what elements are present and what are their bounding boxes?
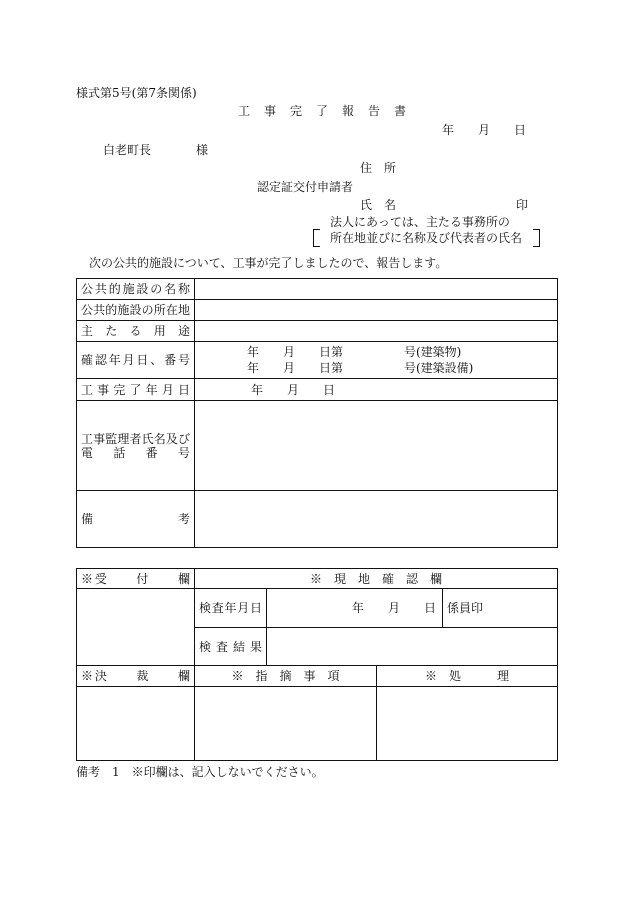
main-use-label: 主 た る 用 途 [77,321,195,342]
page-title: 工 事 完 了 報 告 書 [238,104,408,118]
report-table [76,278,558,548]
inspection-result-field[interactable] [267,628,558,666]
completion-date-label: 工事完了年月日 [77,379,195,401]
addressee: 白老町長 [103,143,152,157]
remarks-field[interactable] [195,491,558,548]
main-use-field[interactable] [195,321,558,342]
site-check-header: ※ 現 地 確 認 欄 [195,569,558,589]
points-header: ※ 指 摘 事 項 [195,666,377,687]
reception-header: ※受 付 欄 [77,569,195,589]
confirmation-label: 確認年月日、番号 [77,342,195,379]
intro-text: 次の公共的施設について、工事が完了しましたので、報告します。 [89,256,448,270]
facility-location-label: 公共的施設の所在地 [77,300,195,321]
date-line: 年 月 日 [442,123,527,137]
handling-header: ※ 処 理 [377,666,558,687]
footnote: 備考 1 ※印欄は、記入しないでください。 [76,765,324,779]
remarks-label: 備 考 [77,491,195,548]
applicant-label: 認定証交付申請者 [257,180,354,194]
facility-name-label: 公共的施設の名称 [77,279,195,300]
office-use-table [76,568,558,761]
reception-cell[interactable] [77,589,195,666]
facility-name-field[interactable] [195,279,558,300]
bracket-left [313,229,320,247]
name-label: 氏 名 [360,198,397,212]
inspection-date-field[interactable] [267,589,443,628]
decision-header: ※決 裁 欄 [77,666,195,687]
corporate-note-line1: 法人にあっては、主たる事務所の [330,215,510,229]
staff-seal-label: 係員印 [447,601,484,615]
completion-date-value: 年 月 日 [251,382,336,397]
confirmation-building-no: 号(建築物) [404,345,462,359]
bracket-right [533,229,540,247]
inspection-result-label: 検査結果 [195,628,267,666]
staff-seal-cell[interactable] [443,589,558,628]
corporate-note-line2: 所在地並びに名称及び代表者の氏名 [330,231,523,245]
inspection-date-label: 検査年月日 [195,589,267,628]
confirmation-equipment-date: 年 月 日第 [247,361,344,375]
supervisor-label-line2: 電 話 番 号 [81,445,190,460]
inspection-date-value: 年 月 日 [351,601,436,615]
supervisor-field[interactable] [195,401,558,491]
handling-cell[interactable] [377,687,558,761]
honorific: 様 [196,143,209,157]
supervisor-label [77,401,195,491]
seal-mark: 印 [516,198,529,212]
confirmation-field[interactable] [195,342,558,379]
form-number: 様式第5号(第7条関係) [76,86,197,100]
address-label: 住 所 [360,161,397,175]
confirmation-building-date: 年 月 日第 [247,345,344,359]
supervisor-label-line1: 工事監理者氏名及び [81,431,190,446]
completion-date-field[interactable] [195,379,558,401]
points-cell[interactable] [195,687,377,761]
decision-cell[interactable] [77,687,195,761]
facility-location-field[interactable] [195,300,558,321]
confirmation-equipment-no: 号(建築設備) [404,361,474,375]
